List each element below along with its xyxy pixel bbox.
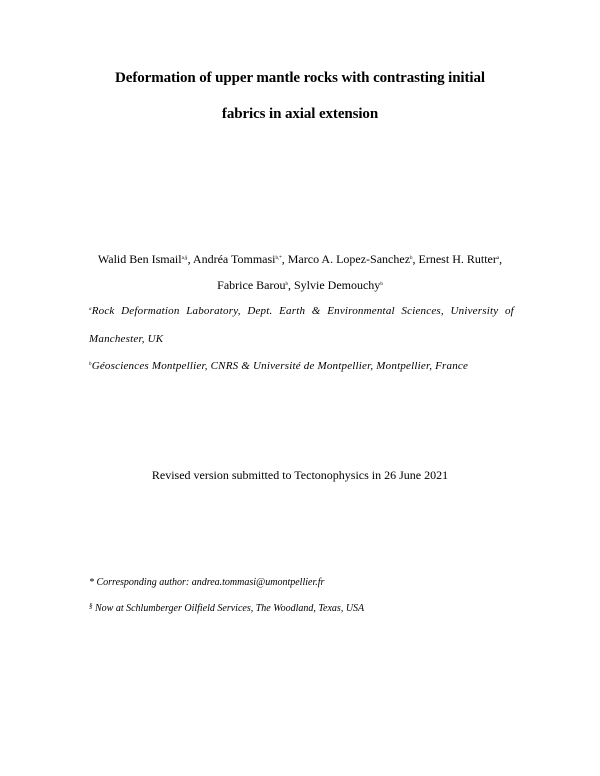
author-list-line-2 (0, 278, 600, 293)
author-name: Walid Ben Ismail (97, 252, 182, 266)
author-separator: , (287, 278, 294, 292)
author-affiliation-mark: b (410, 256, 413, 261)
present-address-footnote (89, 603, 539, 614)
affiliation-word: Dept. (247, 305, 273, 317)
author-name: Marco A. Lopez-Sanchez (287, 252, 411, 266)
author-name: Ernest H. Rutter (418, 252, 497, 266)
corresponding-author-footnote: * Corresponding author: andrea.tommasi@umontpellier.fr (89, 577, 325, 588)
affiliation-word: Earth (279, 305, 306, 317)
affiliation-word: Laboratory, (186, 305, 241, 317)
author-separator: , (281, 252, 288, 266)
author-name: Andréa Tommasi (192, 252, 276, 266)
footnote-mark: § (89, 602, 93, 610)
affiliation-word: Environmental (327, 305, 395, 317)
author-name: Fabrice Barou (217, 278, 286, 292)
paper-title-line-2: fabrics in axial extension (221, 106, 379, 122)
affiliation-word: of (504, 305, 514, 317)
affiliation-a-line-2: Manchester, UK (89, 333, 164, 345)
author-affiliation-mark: b (285, 282, 288, 287)
affiliation-word: Deformation (121, 305, 180, 317)
author-separator: , (412, 252, 419, 266)
author-separator: , (187, 252, 193, 266)
affiliation-word: University (450, 305, 499, 317)
author-name: Sylvie Demouchy (293, 278, 381, 292)
present-address-text: Now at Schlumberger Oilfield Services, The Woodland, Texas, USA (92, 603, 365, 614)
author-separator: , (499, 252, 503, 266)
affiliation-word: & (311, 305, 321, 317)
affiliation-b-text: Géosciences Montpellier, CNRS & Université de Montpellier, Montpellier, France (91, 360, 469, 372)
submission-note: Revised version submitted to Tectonophysics in 26 June 2021 (151, 468, 449, 482)
affiliation-word: $^a$Rock (89, 305, 115, 317)
affiliation-word: Sciences, (401, 305, 444, 317)
author-affiliation-mark: a (496, 256, 500, 261)
author-affiliation-mark: b,* (275, 256, 282, 261)
author-affiliation-mark: b (380, 282, 383, 287)
paper-title-line-1: Deformation of upper mantle rocks with contrasting initial (115, 70, 485, 86)
author-affiliation-mark: a,§ (181, 256, 188, 261)
affiliation-a-line-1 (89, 305, 514, 317)
affiliation-mark: b (89, 362, 92, 367)
affiliation-a-justified-row (89, 305, 514, 317)
author-list-line-1 (0, 252, 600, 267)
affiliation-b (89, 360, 514, 372)
affiliation-mark: a (89, 307, 92, 312)
